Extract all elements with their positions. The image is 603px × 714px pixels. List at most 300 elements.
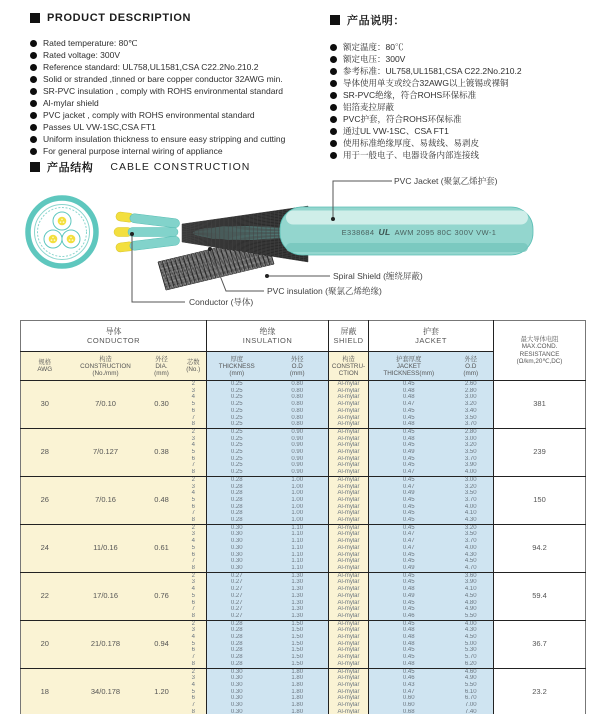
insulation-thickness-cell: 0.30 [207, 689, 267, 696]
insulation-od-cell: 1.50 [267, 661, 329, 668]
jacket-thickness-cell: 0.48 [369, 586, 449, 593]
jacket-od-cell: 4.50 [449, 593, 494, 600]
insulation-od-cell: 0.80 [267, 401, 329, 408]
cores-cell: 8 [181, 613, 207, 620]
awg-cell: 18 [21, 668, 69, 714]
jacket-thickness-cell: 0.45 [369, 668, 449, 675]
jacket-thickness-cell: 0.45 [369, 510, 449, 517]
cores-cell: 2 [181, 572, 207, 579]
shield-construction-cell: Al-mylar [329, 579, 369, 586]
construction-cell: 7/0.10 [69, 381, 143, 429]
insulation-thickness-cell: 0.28 [207, 484, 267, 491]
insulation-od-cell: 1.30 [267, 572, 329, 579]
jacket-thickness-cell: 0.48 [369, 421, 449, 428]
jacket-thickness-cell: 0.45 [369, 442, 449, 449]
insulation-od-cell: 0.90 [267, 436, 329, 443]
insulation-thickness-cell: 0.28 [207, 627, 267, 634]
table-row [21, 620, 586, 627]
table-row [21, 476, 586, 483]
cores-cell: 5 [181, 641, 207, 648]
jacket-od-cell: 5.70 [449, 654, 494, 661]
insulation-od-cell: 0.90 [267, 449, 329, 456]
jacket-thickness-cell: 0.47 [369, 484, 449, 491]
jacket-thickness-cell: 0.45 [369, 552, 449, 559]
insulation-od-cell: 1.50 [267, 647, 329, 654]
shield-construction-cell: Al-mylar [329, 490, 369, 497]
bullet-item [330, 125, 522, 137]
bullet-text: 通过UL VW-1SC、CSA FT1 [343, 126, 449, 136]
cores-cell: 2 [181, 668, 207, 675]
shield-construction-cell: Al-mylar [329, 394, 369, 401]
cores-cell: 3 [181, 388, 207, 395]
cores-cell: 8 [181, 517, 207, 524]
bullet-item [30, 121, 285, 133]
round-bullet-icon [330, 92, 337, 99]
construction-cell: 7/0.16 [69, 476, 143, 524]
jacket-thickness-cell: 0.45 [369, 456, 449, 463]
table-subheader: 芯数 (No.) [181, 352, 207, 381]
product-description-title [30, 12, 285, 24]
jacket-od-cell: 3.60 [449, 572, 494, 579]
insulation-thickness-cell: 0.27 [207, 600, 267, 607]
resistance-cell: 150 [494, 476, 586, 524]
insulation-thickness-cell: 0.28 [207, 504, 267, 511]
insulation-od-cell: 1.80 [267, 689, 329, 696]
shield-construction-cell: Al-mylar [329, 613, 369, 620]
insulation-thickness-cell: 0.28 [207, 476, 267, 483]
cores-cell: 5 [181, 545, 207, 552]
product-description-section [30, 12, 285, 157]
jacket-thickness-cell: 0.45 [369, 497, 449, 504]
resistance-cell: 23.2 [494, 668, 586, 714]
round-bullet-icon [330, 80, 337, 87]
insulation-od-cell: 1.30 [267, 600, 329, 607]
jacket-thickness-cell: 0.48 [369, 394, 449, 401]
jacket-thickness-cell: 0.68 [369, 709, 449, 714]
jacket-thickness-cell: 0.43 [369, 682, 449, 689]
jacket-od-cell: 3.20 [449, 442, 494, 449]
bullet-item [30, 37, 285, 49]
jacket-od-cell: 3.70 [449, 538, 494, 545]
jacket-od-cell: 3.70 [449, 497, 494, 504]
cores-cell: 6 [181, 600, 207, 607]
pvc-jacket-label: PVC Jacket (聚氯乙烯护套) [394, 176, 498, 186]
shield-construction-cell: Al-mylar [329, 661, 369, 668]
jacket-thickness-cell: 0.45 [369, 647, 449, 654]
shield-construction-cell: Al-mylar [329, 641, 369, 648]
jacket-od-cell: 6.10 [449, 689, 494, 696]
jacket-thickness-cell: 0.47 [369, 538, 449, 545]
jacket-od-cell: 3.70 [449, 456, 494, 463]
product-description-title-text: PRODUCT DESCRIPTION [47, 12, 192, 24]
shield-construction-cell: Al-mylar [329, 381, 369, 388]
dia-cell: 0.38 [143, 428, 181, 476]
shield-construction-cell: Al-mylar [329, 538, 369, 545]
jacket-thickness-cell: 0.45 [369, 517, 449, 524]
bullet-text: 铝箔麦拉屏蔽 [343, 102, 395, 112]
jacket-thickness-cell: 0.49 [369, 490, 449, 497]
insulation-od-cell: 0.90 [267, 456, 329, 463]
insulation-thickness-cell: 0.28 [207, 661, 267, 668]
shield-construction-cell: Al-mylar [329, 709, 369, 714]
cores-cell: 5 [181, 401, 207, 408]
awg-cell: 28 [21, 428, 69, 476]
cores-cell: 8 [181, 661, 207, 668]
bullet-item [30, 97, 285, 109]
cores-cell: 6 [181, 695, 207, 702]
bullet-text: PVC jacket , comply with ROHS environmental standard [43, 110, 255, 120]
jacket-thickness-cell: 0.45 [369, 408, 449, 415]
jacket-thickness-cell: 0.47 [369, 401, 449, 408]
insulation-thickness-cell: 0.30 [207, 524, 267, 531]
square-bullet-icon [30, 13, 40, 23]
square-bullet-icon [30, 162, 40, 172]
shield-construction-cell: Al-mylar [329, 456, 369, 463]
shield-construction-cell: Al-mylar [329, 545, 369, 552]
dia-cell: 0.76 [143, 572, 181, 620]
jacket-od-cell: 4.50 [449, 634, 494, 641]
round-bullet-icon [30, 100, 37, 107]
round-bullet-icon [30, 52, 37, 59]
round-bullet-icon [330, 140, 337, 147]
insulation-thickness-cell: 0.30 [207, 702, 267, 709]
shield-construction-cell: Al-mylar [329, 517, 369, 524]
insulation-od-cell: 0.90 [267, 462, 329, 469]
insulation-od-cell: 1.00 [267, 510, 329, 517]
cores-cell: 7 [181, 606, 207, 613]
jacket-od-cell: 4.10 [449, 510, 494, 517]
insulation-od-cell: 1.30 [267, 606, 329, 613]
cores-cell: 2 [181, 476, 207, 483]
insulation-od-cell: 1.10 [267, 565, 329, 572]
shield-construction-cell: Al-mylar [329, 449, 369, 456]
cores-cell: 3 [181, 579, 207, 586]
round-bullet-icon [330, 44, 337, 51]
insulation-thickness-cell: 0.28 [207, 641, 267, 648]
shield-construction-cell: Al-mylar [329, 436, 369, 443]
jacket-od-cell: 4.30 [449, 552, 494, 559]
shield-construction-cell: Al-mylar [329, 634, 369, 641]
cores-cell: 5 [181, 497, 207, 504]
table-row [21, 381, 586, 388]
insulation-thickness-cell: 0.30 [207, 709, 267, 714]
table-row [21, 524, 586, 531]
round-bullet-icon [30, 148, 37, 155]
insulation-thickness-cell: 0.25 [207, 462, 267, 469]
jacket-od-cell: 4.00 [449, 620, 494, 627]
bullet-item [30, 133, 285, 145]
shield-construction-cell: Al-mylar [329, 469, 369, 476]
bullet-item [330, 41, 522, 53]
jacket-thickness-cell: 0.45 [369, 654, 449, 661]
resistance-cell: 59.4 [494, 572, 586, 620]
insulation-od-cell: 1.10 [267, 545, 329, 552]
round-bullet-icon [330, 152, 337, 159]
cores-cell: 2 [181, 620, 207, 627]
insulation-od-cell: 0.80 [267, 394, 329, 401]
insulation-thickness-cell: 0.25 [207, 401, 267, 408]
insulation-od-cell: 0.80 [267, 421, 329, 428]
resistance-header: 最大导体电阻 MAX.COND. RESISTANCE (Ω/km,20℃,DC) [494, 321, 586, 381]
table-subheader: 护套厚度 JACKET THICKNESS(mm) [369, 352, 449, 381]
awg-cell: 20 [21, 620, 69, 668]
shield-construction-cell: Al-mylar [329, 408, 369, 415]
shield-construction-cell: Al-mylar [329, 428, 369, 435]
insulation-od-cell: 1.30 [267, 579, 329, 586]
cores-cell: 3 [181, 531, 207, 538]
insulation-thickness-cell: 0.25 [207, 394, 267, 401]
insulation-thickness-cell: 0.27 [207, 586, 267, 593]
table-group-header: 屏蔽 SHIELD [329, 321, 369, 352]
round-bullet-icon [30, 88, 37, 95]
specification-table [20, 320, 586, 714]
jacket-od-cell: 4.00 [449, 545, 494, 552]
bullet-text: For general purpose internal wiring of appliance [43, 146, 223, 156]
shield-construction-cell: Al-mylar [329, 388, 369, 395]
jacket-od-cell: 3.50 [449, 415, 494, 422]
insulation-od-cell: 1.00 [267, 504, 329, 511]
cable-cross-section-icon [28, 198, 96, 266]
shield-construction-cell: Al-mylar [329, 504, 369, 511]
product-description-cn-section [330, 12, 522, 161]
insulation-thickness-cell: 0.25 [207, 408, 267, 415]
bullet-item [30, 109, 285, 121]
table-row [21, 668, 586, 675]
jacket-thickness-cell: 0.45 [369, 572, 449, 579]
jacket-od-cell: 5.30 [449, 647, 494, 654]
cable-construction-title-en: CABLE CONSTRUCTION [110, 161, 251, 173]
jacket-od-cell: 3.20 [449, 484, 494, 491]
bullet-text: SR-PVC绝缘，符合ROHS环保标准 [343, 90, 477, 100]
round-bullet-icon [30, 76, 37, 83]
awg-cell: 26 [21, 476, 69, 524]
round-bullet-icon [30, 112, 37, 119]
jacket-od-cell: 3.50 [449, 531, 494, 538]
dia-cell: 0.30 [143, 381, 181, 429]
conductor-wires-icon [114, 212, 180, 253]
insulation-od-cell: 1.10 [267, 558, 329, 565]
bullet-item [330, 77, 522, 89]
jacket-od-cell: 4.10 [449, 586, 494, 593]
cores-cell: 6 [181, 504, 207, 511]
jacket-thickness-cell: 0.45 [369, 428, 449, 435]
bullet-item [330, 65, 522, 77]
insulation-thickness-cell: 0.30 [207, 538, 267, 545]
jacket-od-cell: 5.50 [449, 682, 494, 689]
jacket-od-cell: 3.40 [449, 408, 494, 415]
jacket-od-cell: 2.60 [449, 381, 494, 388]
bullet-item [330, 101, 522, 113]
insulation-od-cell: 1.50 [267, 654, 329, 661]
jacket-rating-text: AWM 2095 80C 300V VW-1 [394, 227, 497, 237]
construction-cell: 17/0.16 [69, 572, 143, 620]
insulation-od-cell: 1.50 [267, 627, 329, 634]
construction-cell: 11/0.16 [69, 524, 143, 572]
bullet-text: PVC护套，符合ROHS环保标准 [343, 114, 462, 124]
insulation-od-cell: 1.10 [267, 531, 329, 538]
shield-construction-cell: Al-mylar [329, 606, 369, 613]
insulation-od-cell: 1.50 [267, 641, 329, 648]
jacket-od-cell: 4.90 [449, 606, 494, 613]
cores-cell: 7 [181, 558, 207, 565]
insulation-thickness-cell: 0.30 [207, 558, 267, 565]
shield-construction-cell: Al-mylar [329, 600, 369, 607]
bullet-item [30, 145, 285, 157]
shield-construction-cell: Al-mylar [329, 476, 369, 483]
conductor-label: Conductor (导体) [189, 297, 254, 307]
jacket-thickness-cell: 0.45 [369, 600, 449, 607]
insulation-thickness-cell: 0.28 [207, 620, 267, 627]
dia-cell: 0.61 [143, 524, 181, 572]
cores-cell: 7 [181, 702, 207, 709]
shield-construction-cell: Al-mylar [329, 593, 369, 600]
jacket-thickness-cell: 0.45 [369, 606, 449, 613]
jacket-thickness-cell: 0.45 [369, 620, 449, 627]
jacket-od-cell: 3.90 [449, 579, 494, 586]
jacket-thickness-cell: 0.46 [369, 675, 449, 682]
insulation-thickness-cell: 0.27 [207, 606, 267, 613]
jacket-od-cell: 4.90 [449, 675, 494, 682]
table-subheader: 外径 O.D (mm) [449, 352, 494, 381]
cores-cell: 6 [181, 408, 207, 415]
cores-cell: 6 [181, 456, 207, 463]
construction-cell: 34/0.178 [69, 668, 143, 714]
jacket-od-cell: 4.80 [449, 600, 494, 607]
product-description-cn-title [330, 12, 522, 28]
cable-illustration [20, 172, 585, 322]
round-bullet-icon [30, 64, 37, 71]
bullet-text: Al-mylar shield [43, 98, 99, 108]
insulation-thickness-cell: 0.25 [207, 388, 267, 395]
cores-cell: 5 [181, 449, 207, 456]
insulation-od-cell: 0.80 [267, 388, 329, 395]
cores-cell: 4 [181, 394, 207, 401]
jacket-od-cell: 6.20 [449, 661, 494, 668]
shield-construction-cell: Al-mylar [329, 654, 369, 661]
resistance-cell: 36.7 [494, 620, 586, 668]
bullet-text: Passes UL VW-1SC,CSA FT1 [43, 122, 156, 132]
spiral-shield-label: Spiral Shield (缠绕屏蔽) [333, 271, 423, 281]
insulation-od-cell: 1.50 [267, 634, 329, 641]
table-group-header: 导体 CONDUCTOR [21, 321, 207, 352]
shield-construction-cell: Al-mylar [329, 421, 369, 428]
jacket-thickness-cell: 0.48 [369, 436, 449, 443]
bullet-text: Rated voltage: 300V [43, 50, 121, 60]
jacket-od-cell: 3.20 [449, 401, 494, 408]
cores-cell: 8 [181, 709, 207, 714]
awg-cell: 22 [21, 572, 69, 620]
jacket-od-cell: 4.30 [449, 627, 494, 634]
ul-file-number: E338684 [341, 227, 375, 237]
resistance-cell: 239 [494, 428, 586, 476]
insulation-od-cell: 1.80 [267, 675, 329, 682]
bullet-text: SR-PVC insulation , comply with ROHS environmental standard [43, 86, 283, 96]
bullet-text: Uniform insulation thickness to ensure easy stripping and cutting [43, 134, 286, 144]
insulation-od-cell: 1.80 [267, 709, 329, 714]
cores-cell: 2 [181, 381, 207, 388]
insulation-thickness-cell: 0.30 [207, 565, 267, 572]
insulation-thickness-cell: 0.27 [207, 613, 267, 620]
shield-construction-cell: Al-mylar [329, 552, 369, 559]
jacket-thickness-cell: 0.47 [369, 545, 449, 552]
insulation-od-cell: 1.00 [267, 476, 329, 483]
cores-cell: 3 [181, 675, 207, 682]
jacket-thickness-cell: 0.48 [369, 627, 449, 634]
bullet-text: Reference standard: UL758,UL1581,CSA C22.2No.210.2 [43, 62, 259, 72]
shield-construction-cell: Al-mylar [329, 565, 369, 572]
jacket-od-cell: 5.00 [449, 641, 494, 648]
cores-cell: 6 [181, 552, 207, 559]
jacket-od-cell: 3.50 [449, 490, 494, 497]
insulation-od-cell: 1.30 [267, 586, 329, 593]
jacket-od-cell: 5.50 [449, 613, 494, 620]
table-group-header: 绝缘 INSULATION [207, 321, 329, 352]
cores-cell: 4 [181, 490, 207, 497]
jacket-thickness-cell: 0.45 [369, 381, 449, 388]
round-bullet-icon [330, 128, 337, 135]
table-subheader: 规格 AWG [21, 352, 69, 381]
jacket-od-cell: 4.00 [449, 504, 494, 511]
insulation-od-cell: 0.90 [267, 469, 329, 476]
round-bullet-icon [330, 104, 337, 111]
insulation-thickness-cell: 0.30 [207, 545, 267, 552]
insulation-thickness-cell: 0.28 [207, 654, 267, 661]
jacket-thickness-cell: 0.47 [369, 531, 449, 538]
insulation-thickness-cell: 0.25 [207, 421, 267, 428]
shield-construction-cell: Al-mylar [329, 647, 369, 654]
dia-cell: 0.48 [143, 476, 181, 524]
insulation-od-cell: 1.00 [267, 517, 329, 524]
jacket-thickness-cell: 0.48 [369, 634, 449, 641]
insulation-od-cell: 1.50 [267, 620, 329, 627]
shield-construction-cell: Al-mylar [329, 497, 369, 504]
jacket-od-cell: 4.50 [449, 558, 494, 565]
bullet-text: 使用标准绝缘厚度、易裁线、易剥皮 [343, 138, 480, 148]
product-description-cn-list [330, 41, 522, 161]
bullet-item [30, 49, 285, 61]
cores-cell: 7 [181, 415, 207, 422]
specification-table-section [20, 320, 585, 714]
insulation-thickness-cell: 0.27 [207, 572, 267, 579]
cores-cell: 8 [181, 421, 207, 428]
insulation-thickness-cell: 0.28 [207, 634, 267, 641]
insulation-thickness-cell: 0.30 [207, 531, 267, 538]
insulation-thickness-cell: 0.25 [207, 442, 267, 449]
awg-cell: 30 [21, 381, 69, 429]
resistance-cell: 381 [494, 381, 586, 429]
jacket-thickness-cell: 0.45 [369, 504, 449, 511]
jacket-od-cell: 3.00 [449, 476, 494, 483]
jacket-od-cell: 4.00 [449, 469, 494, 476]
jacket-thickness-cell: 0.49 [369, 565, 449, 572]
cores-cell: 2 [181, 524, 207, 531]
insulation-thickness-cell: 0.28 [207, 647, 267, 654]
table-subheader: 外径 DIA. (mm) [143, 352, 181, 381]
jacket-od-cell: 3.00 [449, 436, 494, 443]
jacket-od-cell: 4.30 [449, 517, 494, 524]
insulation-thickness-cell: 0.28 [207, 517, 267, 524]
jacket-thickness-cell: 0.49 [369, 449, 449, 456]
insulation-od-cell: 1.30 [267, 613, 329, 620]
cores-cell: 4 [181, 682, 207, 689]
insulation-od-cell: 0.80 [267, 381, 329, 388]
shield-construction-cell: Al-mylar [329, 510, 369, 517]
jacket-od-cell: 6.70 [449, 695, 494, 702]
shield-construction-cell: Al-mylar [329, 702, 369, 709]
cores-cell: 2 [181, 428, 207, 435]
cores-cell: 7 [181, 510, 207, 517]
insulation-thickness-cell: 0.30 [207, 552, 267, 559]
